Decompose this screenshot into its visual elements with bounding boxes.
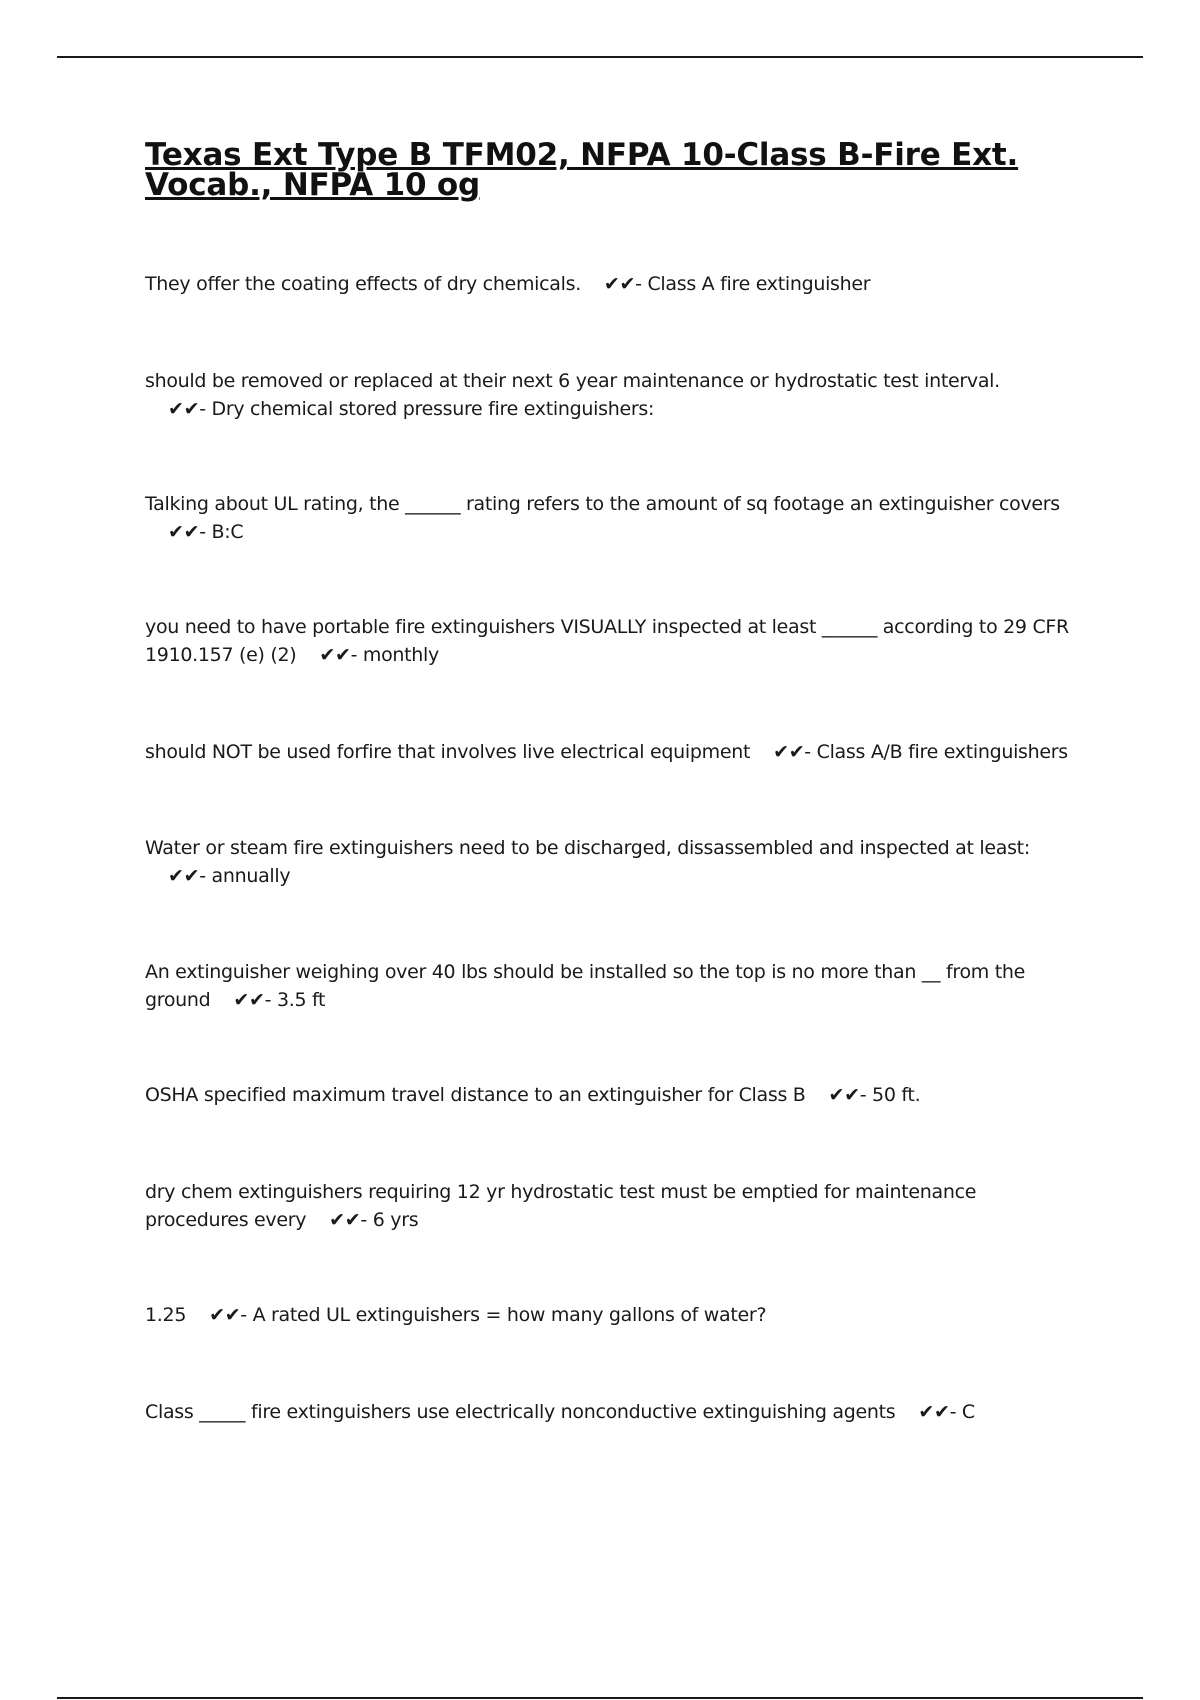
qa-item — [145, 834, 1075, 890]
answer-text: B:C — [211, 521, 244, 543]
answer-marker: ✔✔- — [296, 644, 363, 666]
question-text: dry chem extinguishers requiring 12 yr hydrostatic test must be emptied for maintenance procedures every — [145, 1181, 977, 1231]
qa-item — [145, 1178, 1075, 1234]
answer-text: Dry chemical stored pressure fire extinguishers: — [211, 398, 655, 420]
answer-marker: ✔✔- — [805, 1084, 873, 1106]
question-text: 1.25 — [145, 1304, 187, 1326]
question-text: They offer the coating effects of dry chemicals. — [145, 273, 581, 295]
answer-text: 50 ft. — [872, 1084, 921, 1106]
qa-item — [145, 270, 1075, 298]
qa-item — [145, 490, 1075, 546]
answer-text: 3.5 ft — [276, 989, 326, 1011]
question-text: OSHA specified maximum travel distance to an extinguisher for Class B — [145, 1084, 806, 1106]
answer-marker: ✔✔- — [210, 989, 277, 1011]
answer-text: A rated UL extinguishers = how many gallons of water? — [252, 1304, 767, 1326]
question-text: An extinguisher weighing over 40 lbs should be installed so the top is no more than __ from the ground — [145, 961, 1026, 1011]
question-text: Water or steam fire extinguishers need to be discharged, dissassembled and inspected at least: — [145, 837, 1030, 859]
answer-marker: ✔✔- — [580, 273, 648, 295]
answer-text: C — [961, 1401, 975, 1423]
qa-item — [145, 1081, 1075, 1109]
document-title: Texas Ext Type B TFM02, NFPA 10-Class B-Fire Ext. Vocab., NFPA 10 og — [145, 137, 1019, 203]
answer-text: annually — [211, 865, 291, 887]
qa-item — [145, 613, 1075, 669]
answer-marker: ✔✔- — [145, 865, 212, 887]
question-text: Class _____ fire extinguishers use electrically nonconductive extinguishing agents — [145, 1401, 896, 1423]
qa-item — [145, 958, 1075, 1014]
question-text: Talking about UL rating, the ______ rating refers to the amount of sq footage an extinguisher covers — [145, 493, 1060, 515]
answer-text: monthly — [362, 644, 439, 666]
question-text: you need to have portable fire extinguishers VISUALLY inspected at least ______ according to 29 CFR 1910.157 (e) (2) — [145, 616, 1069, 666]
question-text: should NOT be used forfire that involves live electrical equipment — [145, 741, 751, 763]
qa-item — [145, 738, 1075, 766]
answer-marker: ✔✔- — [145, 398, 212, 420]
answer-text: Class A fire extinguisher — [647, 273, 871, 295]
answer-marker: ✔✔- — [306, 1209, 373, 1231]
answer-marker: ✔✔- — [145, 521, 212, 543]
bottom-rule — [57, 1697, 1143, 1699]
answer-text: Class A/B fire extinguishers — [816, 741, 1068, 763]
answer-marker: ✔✔- — [895, 1401, 962, 1423]
qa-item — [145, 1301, 1075, 1329]
top-rule — [57, 56, 1143, 58]
qa-item — [145, 1398, 1075, 1426]
qa-item — [145, 367, 1075, 423]
answer-marker: ✔✔- — [186, 1304, 253, 1326]
answer-marker: ✔✔- — [750, 741, 817, 763]
answer-text: 6 yrs — [372, 1209, 419, 1231]
question-text: should be removed or replaced at their next 6 year maintenance or hydrostatic test interval. — [145, 370, 1000, 392]
